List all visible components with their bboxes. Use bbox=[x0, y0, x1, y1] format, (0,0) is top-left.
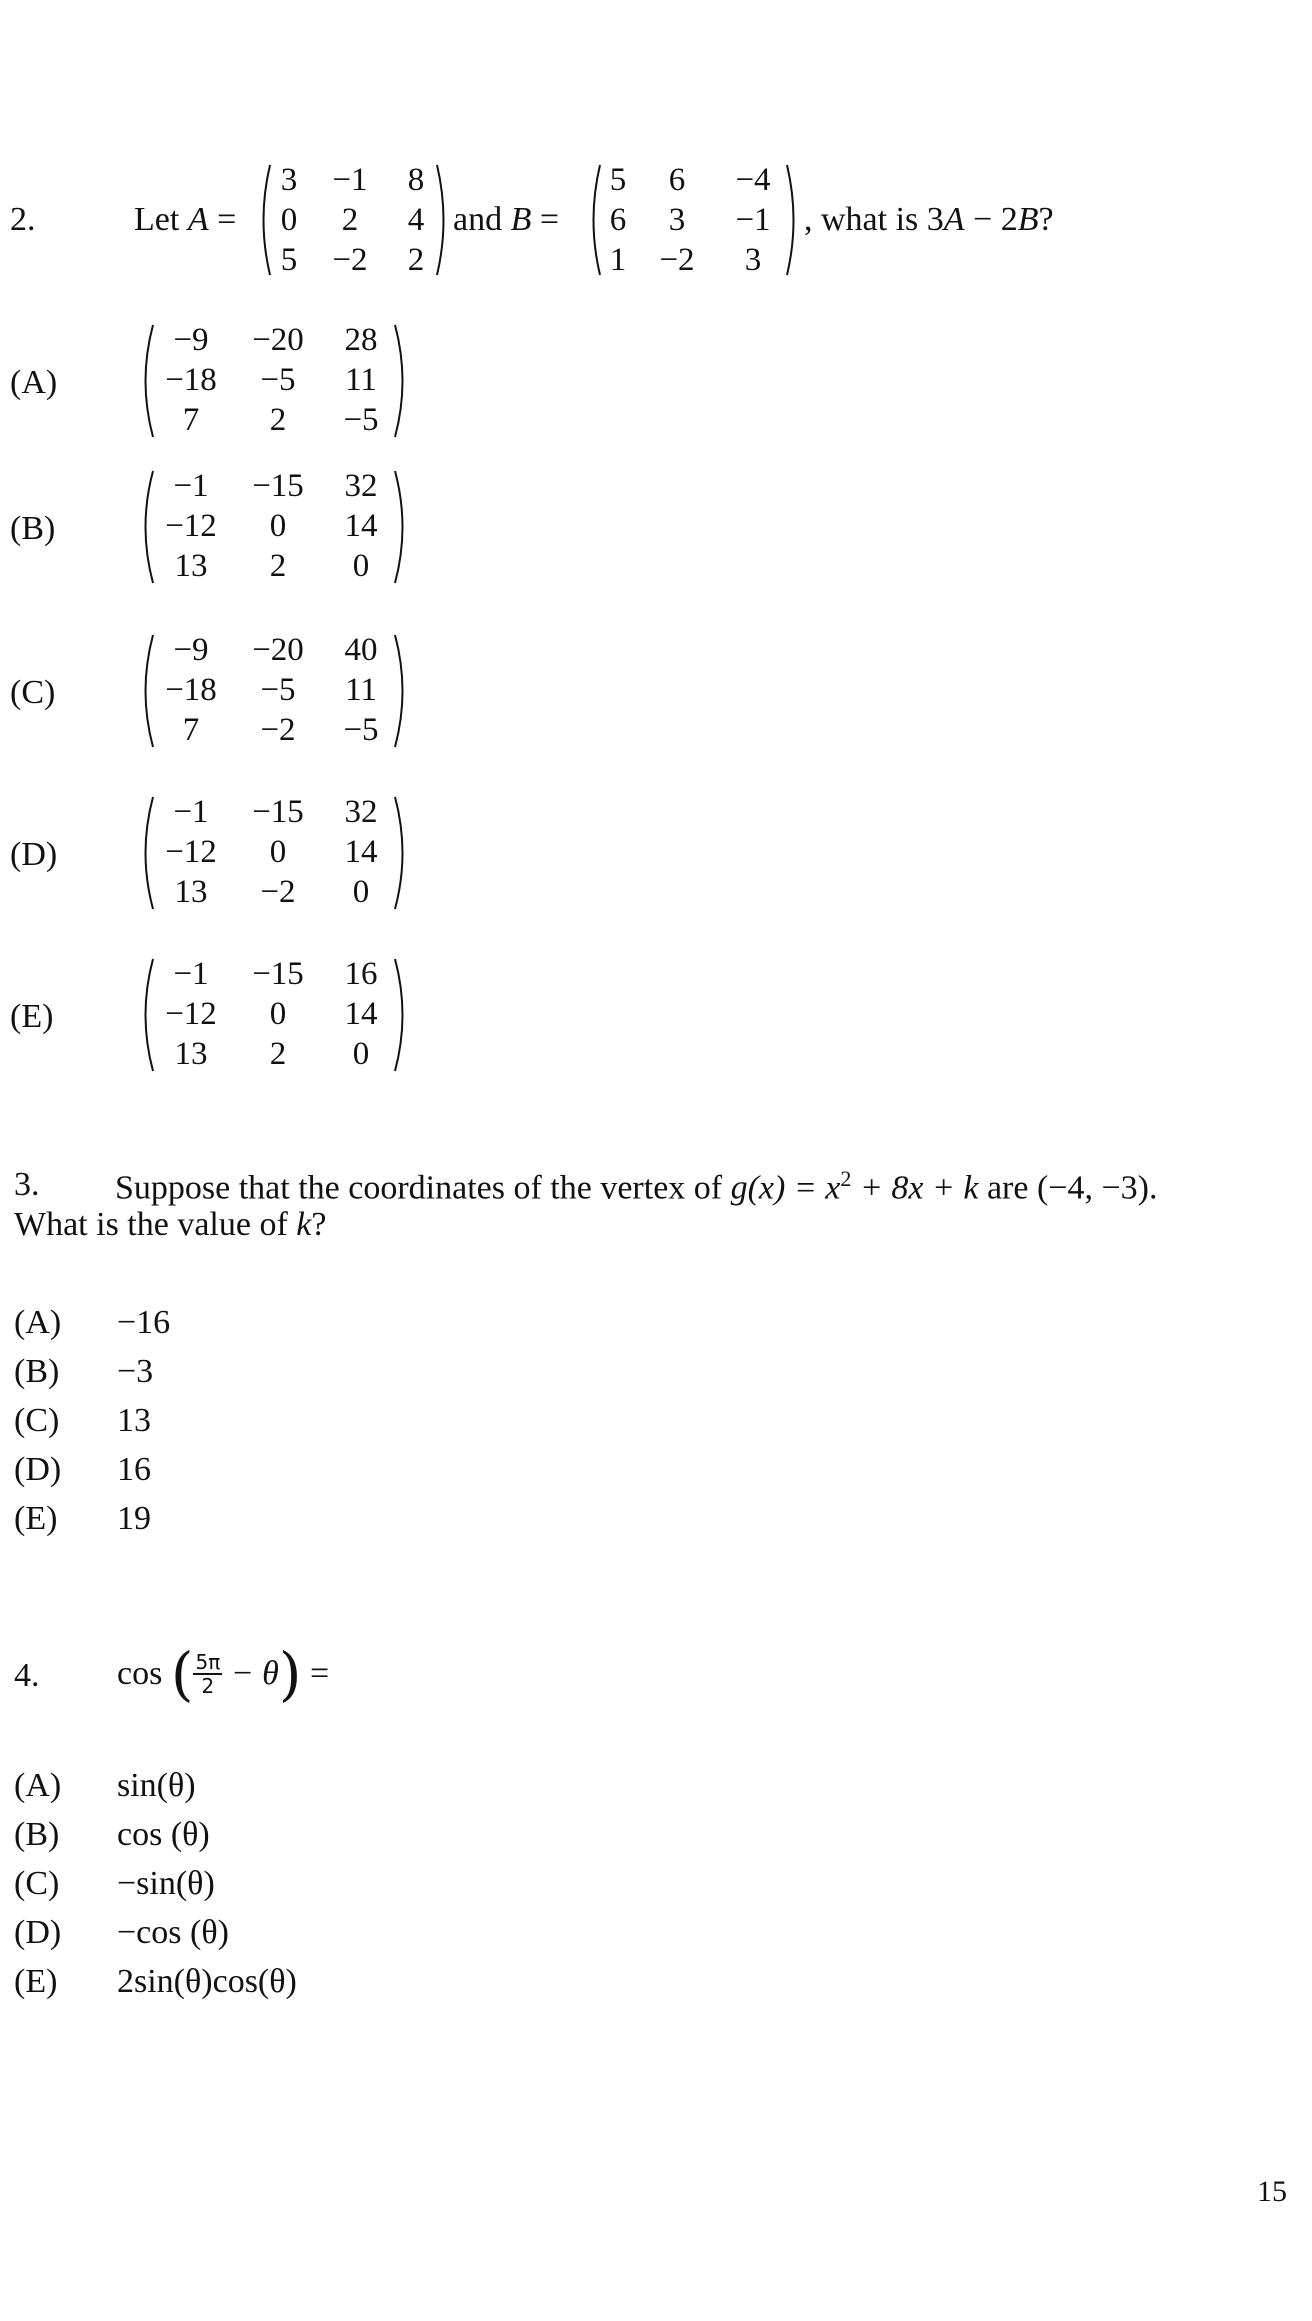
q4-number: 4. bbox=[14, 1657, 40, 1694]
matrix-cell: 0 bbox=[269, 996, 287, 1032]
choice-label: (C) bbox=[10, 674, 56, 711]
choice-value: −cos (θ) bbox=[117, 1914, 229, 1951]
q3-stem bbox=[115, 1166, 1157, 1207]
matrix-cell: −20 bbox=[252, 632, 304, 668]
q3-number: 3. bbox=[14, 1166, 40, 1203]
matrix-cell: 14 bbox=[344, 508, 378, 544]
q3-function-rest: + 8x + k bbox=[851, 1169, 979, 1207]
q3-line2-text: What is the value of bbox=[14, 1206, 297, 1243]
choice-value: 2sin(θ)cos(θ) bbox=[117, 1963, 297, 2000]
matrix-cell: −20 bbox=[252, 322, 304, 358]
choice-value: −sin(θ) bbox=[117, 1865, 215, 1902]
choice-label: (C) bbox=[14, 1402, 60, 1439]
q2-and-label bbox=[453, 201, 559, 239]
q4-fraction bbox=[193, 1651, 222, 1697]
choice-value: cos (θ) bbox=[117, 1816, 210, 1853]
matrix-cell: −4 bbox=[735, 162, 771, 198]
matrix-cell: −1 bbox=[735, 202, 771, 238]
matrix-cell: −2 bbox=[332, 242, 368, 278]
matrix-cell: 2 bbox=[269, 402, 287, 438]
right-paren-icon bbox=[392, 956, 414, 1074]
page-number: 15 bbox=[1257, 2175, 1287, 2208]
matrix-cell: 11 bbox=[345, 362, 377, 398]
matrix-cell: −15 bbox=[252, 468, 304, 504]
q3-exponent: 2 bbox=[840, 1166, 852, 1191]
matrix-cell: −15 bbox=[252, 794, 304, 830]
choice-label: (E) bbox=[10, 998, 54, 1035]
matrix-cell: 11 bbox=[345, 672, 377, 708]
q4-expression bbox=[117, 1640, 329, 1714]
q2-tail-b: B bbox=[1017, 201, 1039, 238]
matrix-cell: −12 bbox=[165, 996, 217, 1032]
matrix-cell: 0 bbox=[269, 834, 287, 870]
choice-label: (B) bbox=[14, 1353, 60, 1390]
matrix-grid bbox=[152, 954, 396, 1074]
matrix-cell: 6 bbox=[668, 162, 686, 198]
q4-frac-den: 2 bbox=[201, 1674, 215, 1698]
q4-right-paren: ) bbox=[278, 1640, 302, 1708]
matrix-cell: 8 bbox=[407, 162, 425, 198]
choice-label: (A) bbox=[10, 364, 58, 401]
choice-label: (E) bbox=[14, 1500, 58, 1537]
q2-and-text: and bbox=[453, 201, 503, 238]
matrix-cell: −18 bbox=[165, 362, 217, 398]
q2-tail-a: A bbox=[943, 201, 965, 238]
q4-frac-num: 5π bbox=[195, 1650, 221, 1674]
q2-tail-text: , what is 3 bbox=[804, 201, 944, 238]
choice-label: (A) bbox=[14, 1767, 62, 1804]
matrix-cell: −9 bbox=[173, 322, 209, 358]
choice-value: 16 bbox=[117, 1451, 151, 1488]
q2-let-text: Let bbox=[134, 201, 180, 238]
matrix-cell: 14 bbox=[344, 834, 378, 870]
choice-label: (B) bbox=[10, 510, 56, 547]
right-paren-icon bbox=[392, 794, 414, 912]
choice-label: (D) bbox=[14, 1451, 62, 1488]
matrix-cell: −5 bbox=[260, 362, 296, 398]
matrix-cell: 7 bbox=[182, 402, 200, 438]
matrix-cell: 14 bbox=[344, 996, 378, 1032]
matrix-cell: 2 bbox=[269, 548, 287, 584]
matrix-cell: 3 bbox=[668, 202, 686, 238]
q4-equals: = bbox=[301, 1655, 330, 1692]
matrix-cell: −5 bbox=[343, 712, 379, 748]
matrix-cell: −2 bbox=[659, 242, 695, 278]
q2-eq-b: = bbox=[539, 201, 560, 238]
matrix-cell: 28 bbox=[344, 322, 378, 358]
matrix-cell: −18 bbox=[165, 672, 217, 708]
matrix-cell: −1 bbox=[173, 956, 209, 992]
matrix-cell: 32 bbox=[344, 468, 378, 504]
q3-stem-text: Suppose that the coordinates of the vertex of bbox=[115, 1169, 731, 1207]
matrix-cell: 13 bbox=[174, 874, 208, 910]
choice-label: (D) bbox=[10, 836, 58, 873]
matrix-cell: 0 bbox=[352, 548, 370, 584]
right-paren-icon bbox=[392, 322, 414, 440]
matrix-cell: 2 bbox=[269, 1036, 287, 1072]
matrix-cell: −5 bbox=[343, 402, 379, 438]
matrix-cell: 5 bbox=[280, 242, 298, 278]
choice-label: (D) bbox=[14, 1914, 62, 1951]
matrix-cell: −12 bbox=[165, 508, 217, 544]
q4-left-paren: ( bbox=[170, 1640, 194, 1708]
matrix-cell: 3 bbox=[744, 242, 762, 278]
matrix-cell: 13 bbox=[174, 1036, 208, 1072]
matrix-cell: 3 bbox=[280, 162, 298, 198]
right-paren-icon bbox=[784, 162, 804, 278]
matrix-cell: 40 bbox=[344, 632, 378, 668]
matrix-cell: −5 bbox=[260, 672, 296, 708]
q2-question-tail bbox=[804, 201, 1054, 239]
right-paren-icon bbox=[392, 632, 414, 750]
right-paren-icon bbox=[434, 162, 454, 278]
q3-line2 bbox=[14, 1206, 326, 1244]
choice-value: −16 bbox=[117, 1304, 171, 1341]
q4-minus-theta: − θ bbox=[222, 1655, 279, 1692]
matrix-grid bbox=[152, 466, 396, 586]
matrix-cell: 7 bbox=[182, 712, 200, 748]
matrix-cell: 2 bbox=[341, 202, 359, 238]
right-paren-icon bbox=[392, 468, 414, 586]
matrix-cell: 0 bbox=[352, 874, 370, 910]
matrix-cell: −15 bbox=[252, 956, 304, 992]
matrix-grid bbox=[152, 792, 396, 912]
matrix-cell: 32 bbox=[344, 794, 378, 830]
matrix-grid bbox=[152, 630, 396, 750]
q3-line2-q: ? bbox=[311, 1206, 327, 1243]
choice-label: (E) bbox=[14, 1963, 58, 2000]
choice-label: (A) bbox=[14, 1304, 62, 1341]
matrix-cell: −2 bbox=[260, 712, 296, 748]
q2-var-b: B bbox=[510, 201, 532, 238]
q3-function: g(x) = x bbox=[730, 1169, 841, 1207]
q2-eq: = bbox=[217, 201, 237, 238]
q2-tail-q: ? bbox=[1038, 201, 1054, 238]
matrix-cell: −2 bbox=[260, 874, 296, 910]
matrix-cell: −9 bbox=[173, 632, 209, 668]
choice-value: 13 bbox=[117, 1402, 151, 1439]
choice-value: sin(θ) bbox=[117, 1767, 196, 1804]
q3-line2-var: k bbox=[296, 1206, 312, 1243]
matrix-cell: −1 bbox=[173, 468, 209, 504]
matrix-cell: 5 bbox=[609, 162, 627, 198]
q4-cos: cos bbox=[117, 1655, 163, 1692]
q2-number: 2. bbox=[10, 201, 36, 238]
matrix-cell: 2 bbox=[407, 242, 425, 278]
matrix-cell: −1 bbox=[332, 162, 368, 198]
choice-value: 19 bbox=[117, 1500, 151, 1537]
q2-matrix-b-grid bbox=[596, 160, 792, 280]
matrix-cell: 16 bbox=[344, 956, 378, 992]
choice-label: (C) bbox=[14, 1865, 60, 1902]
q2-matrix-a-grid bbox=[268, 160, 442, 280]
choice-value: −3 bbox=[117, 1353, 154, 1390]
matrix-cell: 0 bbox=[269, 508, 287, 544]
matrix-cell: 0 bbox=[352, 1036, 370, 1072]
choice-label: (B) bbox=[14, 1816, 60, 1853]
q3-stem-end: are (−4, −3). bbox=[978, 1169, 1158, 1207]
matrix-cell: 6 bbox=[609, 202, 627, 238]
matrix-cell: 0 bbox=[280, 202, 298, 238]
matrix-cell: 13 bbox=[174, 548, 208, 584]
matrix-cell: 1 bbox=[609, 242, 627, 278]
matrix-grid bbox=[152, 320, 396, 440]
matrix-cell: 4 bbox=[407, 202, 425, 238]
q2-let-label bbox=[134, 201, 236, 239]
q2-var-a: A bbox=[187, 201, 209, 238]
q2-tail-minus: − 2 bbox=[964, 201, 1018, 238]
matrix-cell: −1 bbox=[173, 794, 209, 830]
matrix-cell: −12 bbox=[165, 834, 217, 870]
